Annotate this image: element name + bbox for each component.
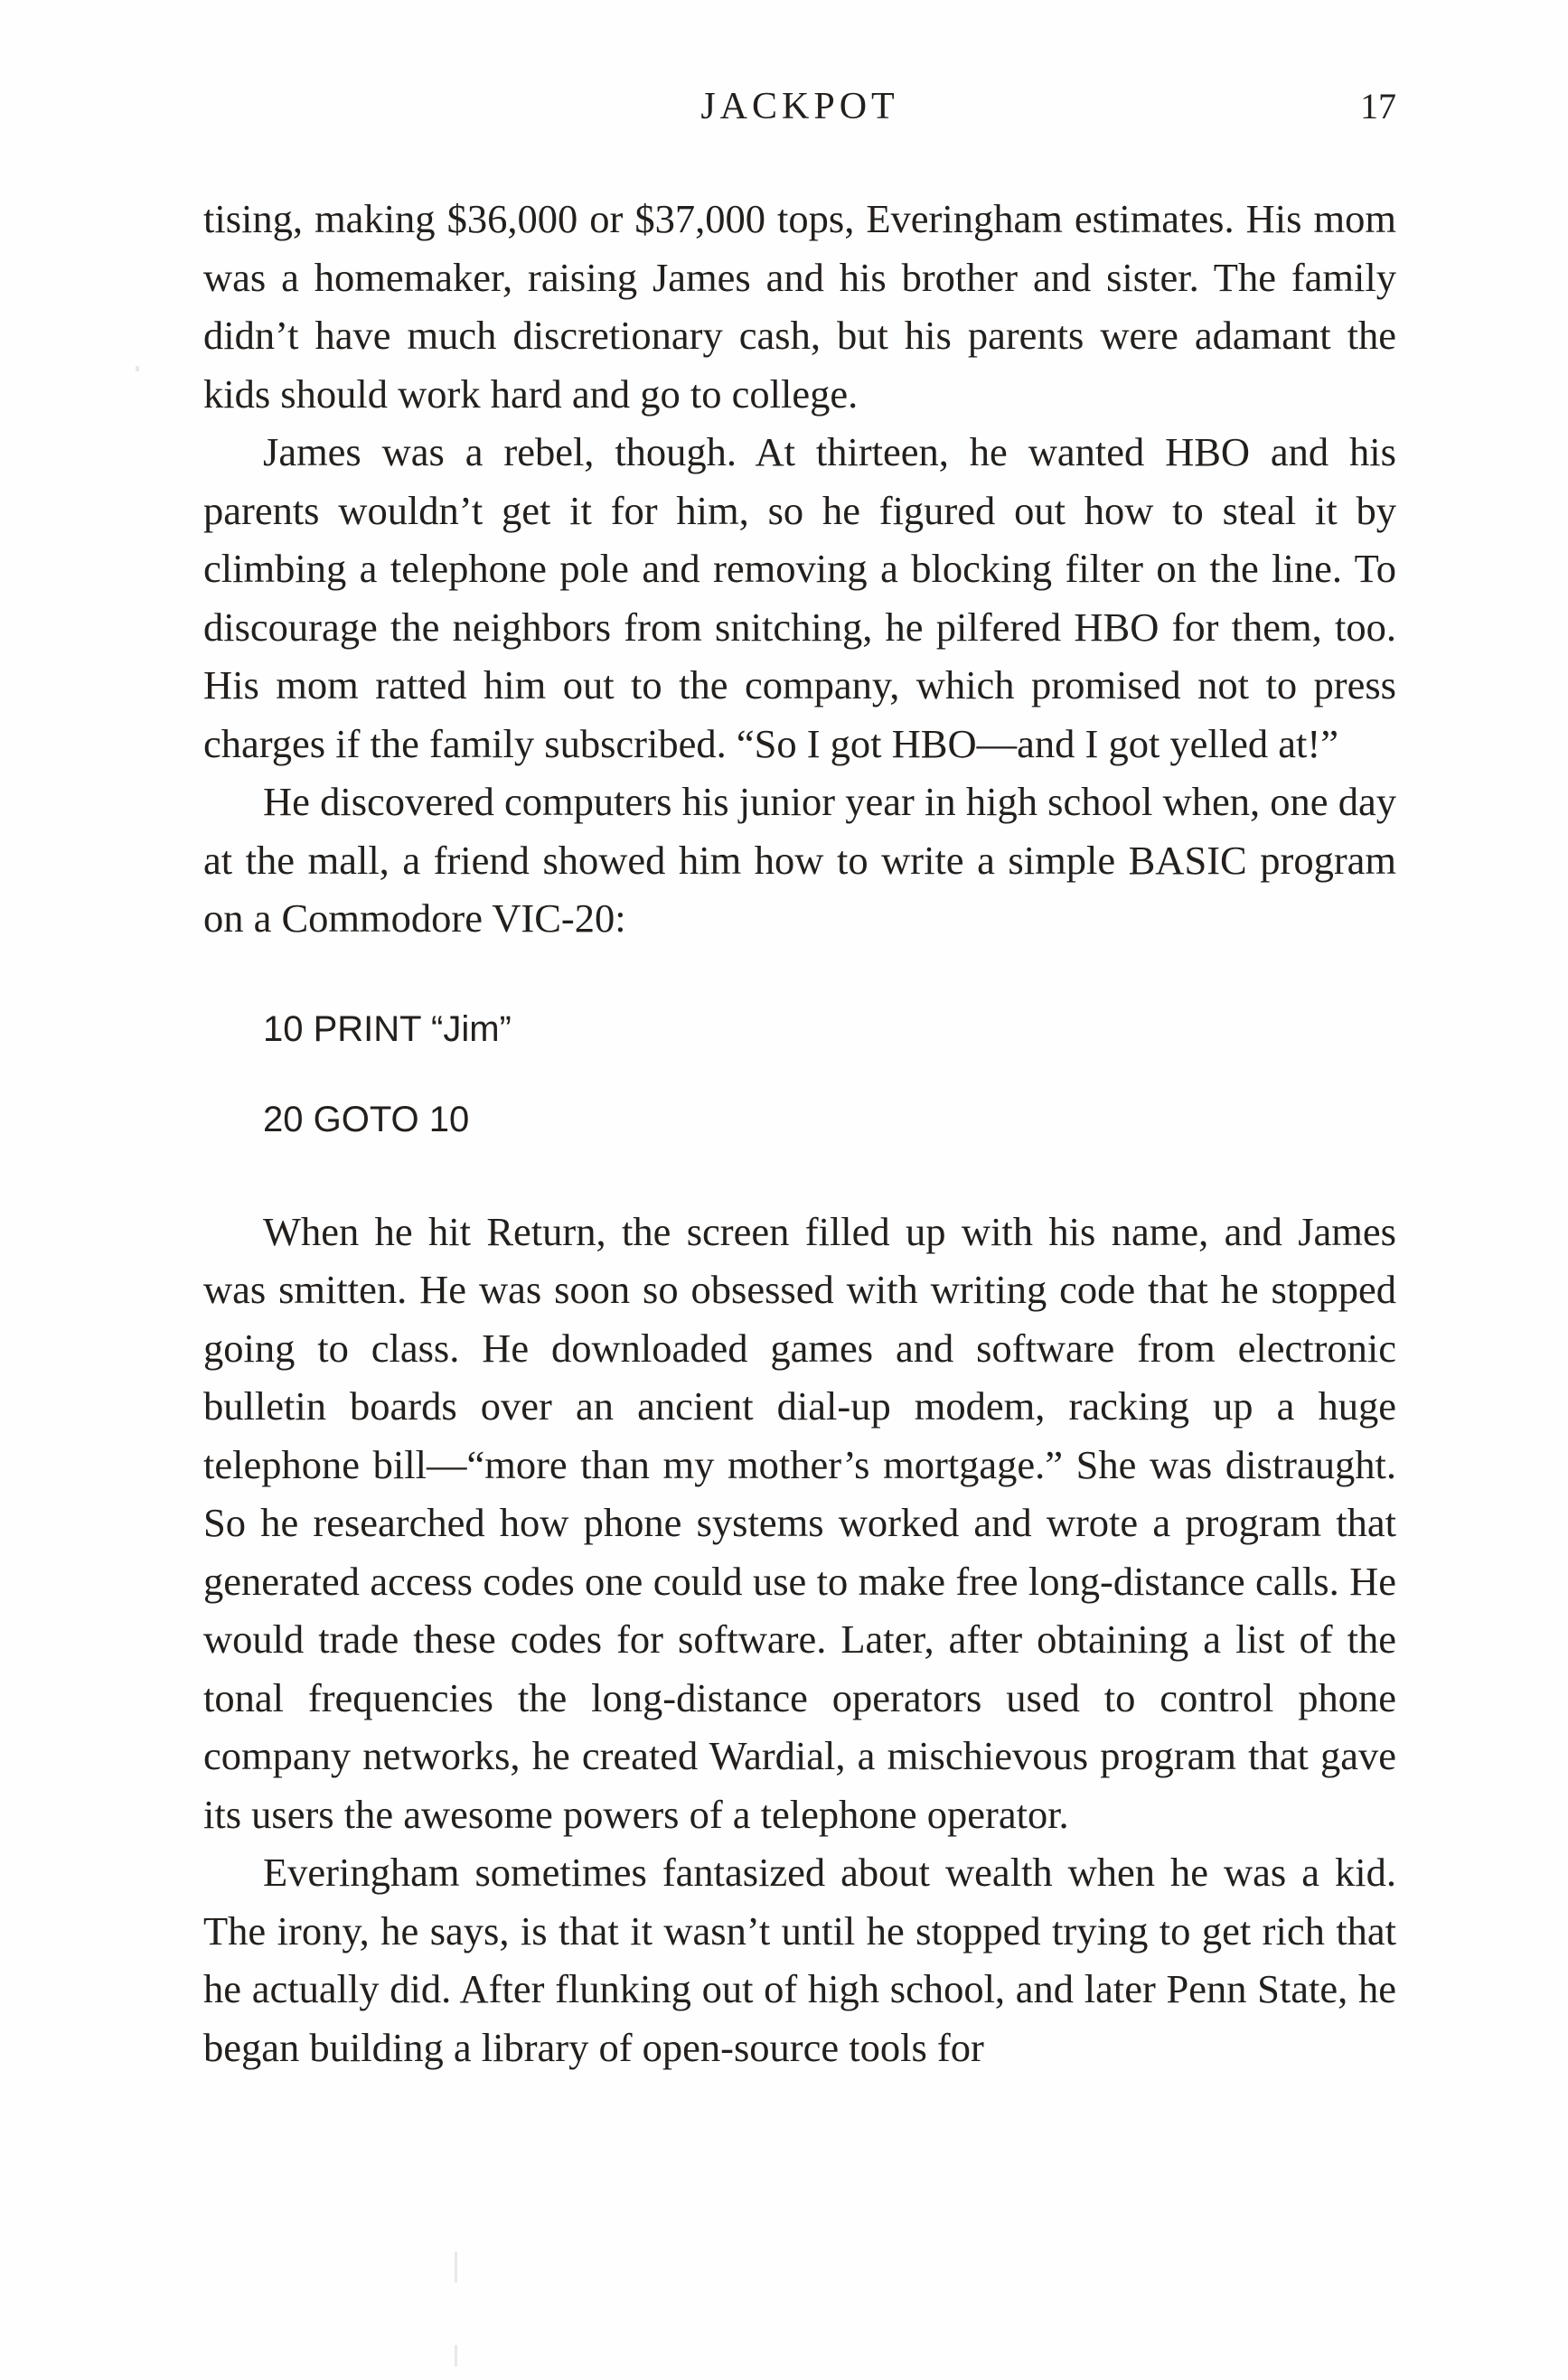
scan-speck xyxy=(455,2252,457,2282)
paragraph-5: Everingham sometimes fantasized about wealth when he was a kid. The irony, he says, is that it wasn’t until he stopped trying to get rich that he actually did. After flunking out of high school, and later Penn State, he began building a library of open-source tools for xyxy=(203,1850,1396,2070)
running-head-title: JACKPOT xyxy=(700,86,899,127)
basic-code-listing xyxy=(263,1000,1396,1148)
code-line-1: 10 PRINT “Jim” xyxy=(263,1008,512,1049)
page-number: 17 xyxy=(1360,86,1396,126)
code-line-2: 20 GOTO 10 xyxy=(263,1099,470,1139)
body-text xyxy=(203,190,1396,2076)
paragraph-1: tising, making $36,000 or $37,000 tops, Everingham estimates. His mom was a homemaker, raising James and his brother and sister. The family didn’t have much discretionary cash, but his parents were adamant the kids should work hard and go to college. xyxy=(203,196,1396,417)
paragraph-4: When he hit Return, the screen filled up with his name, and James was smitten. He was soon so obsessed with writing code that he stopped going to class. He downloaded games and software from electronic bulletin boards over an ancient dial-up modem, racking up a huge telephone bill—“more than my mother’s mortgage.” She was distraught. So he researched how phone systems worked and wrote a program that generated access codes one could use to make free long-distance calls. He would trade these codes for software. Later, after obtaining a list of the tonal frequencies the long-distance operators used to control phone company networks, he created Wardial, a mischievous program that gave its users the awesome powers of a telephone operator. xyxy=(203,1208,1396,1837)
scan-speck xyxy=(136,366,139,371)
scan-speck xyxy=(455,2345,457,2366)
paragraph-2: James was a rebel, though. At thirteen, he wanted HBO and his parents wouldn’t get it for him, so he figured out how to steal it by climbing a telephone pole and removing a blocking filter on the line. To discourage the neighbors from snitching, he pilfered HBO for them, too. His mom ratted him out to the company, which promised not to press charges if the family subscribed. “So I got HBO—and I got yelled at!” xyxy=(203,429,1396,766)
paragraph-3: He discovered computers his junior year in high school when, one day at the mall, a friend showed him how to write a simple BASIC program on a Commodore VIC-20: xyxy=(203,779,1396,941)
running-head xyxy=(203,80,1396,134)
